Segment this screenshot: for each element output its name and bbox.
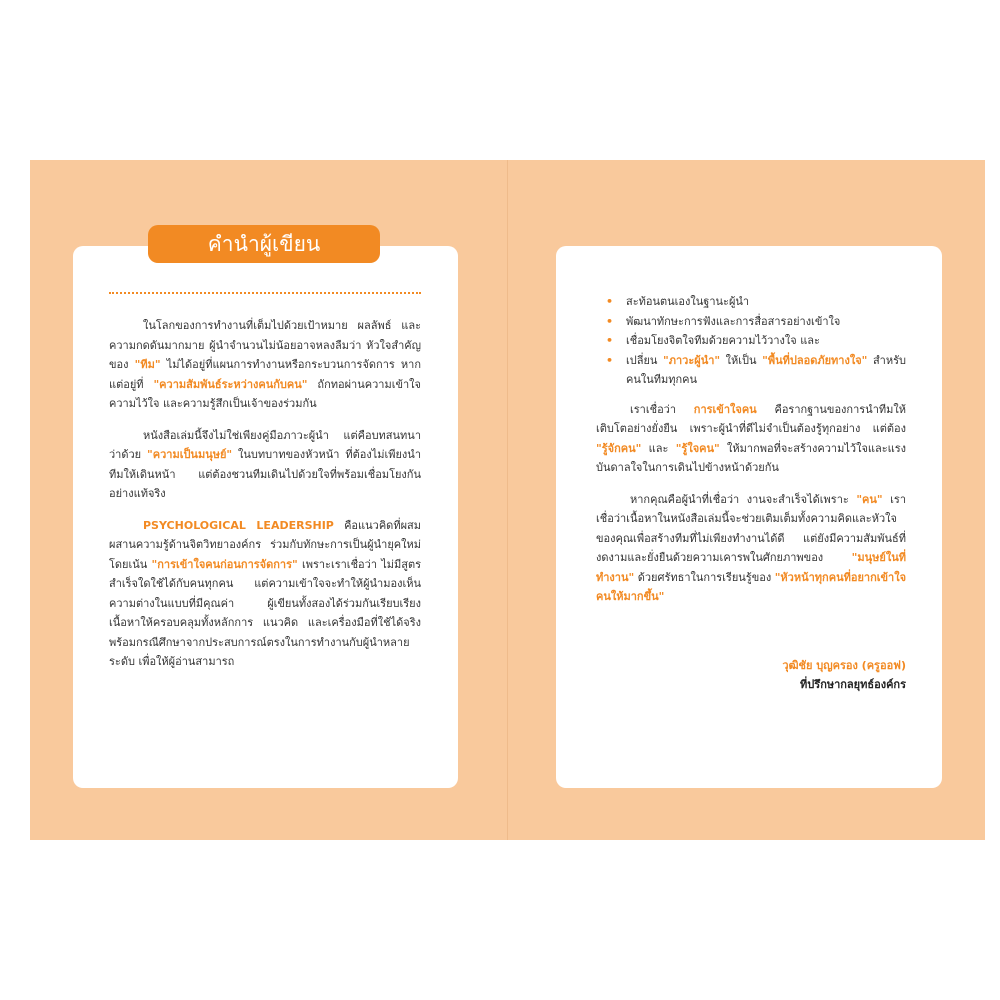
closing-paragraph-1: เราเชื่อว่า การเข้าใจคน คือรากฐานของการนำทีมให้เติบโตอย่างยั่งยืน เพราะผู้นำที่ดีไม่จำเป็นต้องรู้ทุกอย่าง แต่ต้อง "รู้จักคน" และ "รู้ใจคน" ให้มากพอที่จะสร้างความไว้ใจและแรงบันดาลใจในการเดินไปข้างหน้าด้วยกัน xyxy=(596,402,906,474)
list-item: • เปลี่ยน "ภาวะผู้นำ" ให้เป็น "พื้นที่ปลอดภัยทางใจ" สำหรับคนในทีมทุกคน xyxy=(596,351,906,390)
highlight-people: "คน" xyxy=(856,492,883,506)
list-item: • พัฒนาทักษะการฟังและการสื่อสารอย่างเข้าใจ xyxy=(596,312,906,332)
left-page-panel xyxy=(73,246,458,788)
right-page-body xyxy=(596,292,906,619)
highlight-know-people: "รู้จักคน" xyxy=(596,441,642,455)
highlight-know-hearts: "รู้ใจคน" xyxy=(675,441,720,455)
intro-paragraph-1: ในโลกของการทำงานที่เต็มไปด้วยเป้าหมาย ผลลัพธ์ และความกดดันมากมาย ผู้นำจำนวนไม่น้อยอาจหลงลืมว่า หัวใจสำคัญของ "ทีม" ไม่ได้อยู่ที่แผนการทำงานหรือกระบวนการจัดการ หากแต่อยู่ที่ "ความสัมพันธ์ระหว่างคนกับคน" ถักทอผ่านความเข้าใจ ความไว้ใจ และความรู้สึกเป็นเจ้าของร่วมกัน xyxy=(109,319,421,410)
left-page-body xyxy=(109,316,421,684)
highlight-safe-space: "พื้นที่ปลอดภัยทางใจ" xyxy=(762,353,868,367)
highlight-relationship: "ความสัมพันธ์ระหว่างคนกับคน" xyxy=(153,377,308,391)
highlight-humans-at-work: "มนุษย์ในที่ทำงาน" xyxy=(596,551,906,584)
highlight-psych-leadership: PSYCHOLOGICAL LEADERSHIP xyxy=(143,518,334,532)
highlight-understanding-people: การเข้าใจคน xyxy=(693,402,757,416)
list-item: • สะท้อนตนเองในฐานะผู้นำ xyxy=(596,292,906,312)
title-divider xyxy=(109,292,421,294)
page-fold xyxy=(507,160,508,840)
closing-paragraph-2: หากคุณคือผู้นำที่เชื่อว่า งานจะสำเร็จได้เพราะ "คน" เราเชื่อว่าเนื้อหาในหนังสือเล่มนี้จะช่วยเติมเต็มทั้งความคิดและหัวใจของคุณเพื่อสร้างทีมที่ไม่เพียงทำงานได้ดี แต่ยังมีความสัมพันธ์ที่งดงามและยั่งยืนด้วยความเคารพในศักยภาพของ "มนุษย์ในที่ทำงาน" ด้วยศรัทธาในการเรียนรู้ของ "หัวหน้าทุกคนที่อยากเข้าใจคนให้มากขึ้น" xyxy=(596,492,907,603)
highlight-humanity: "ความเป็นมนุษย์" xyxy=(147,448,233,461)
bullet-list xyxy=(596,292,906,390)
author-role: ที่ปรึกษากลยุทธ์องค์กร xyxy=(800,678,906,691)
right-page-panel xyxy=(556,246,942,788)
intro-paragraph-3: PSYCHOLOGICAL LEADERSHIP คือแนวคิดที่ผสมผสานความรู้ด้านจิตวิทยาองค์กร ร่วมกับทักษะการเป็นผู้นำยุคใหม่ โดยเน้น "การเข้าใจคนก่อนการจัดการ" เพราะเราเชื่อว่า ไม่มีสูตรสำเร็จใดใช้ได้กับคนทุกคน แต่ความเข้าใจจะทำให้ผู้นำมองเห็นความต่างในแบบที่มีคุณค่า ผู้เขียนทั้งสองได้ร่วมกันเรียบเรียงเนื้อหาให้ครอบคลุมทั้งหลักการ แนวคิด และเครื่องมือที่ใช้ได้จริง พร้อมกรณีศึกษาจากประสบการณ์ตรงในการทำงานกับผู้นำหลายระดับ เพื่อให้ผู้อ่านสามารถ xyxy=(109,518,422,668)
page-title: คำนำผู้เขียน xyxy=(148,225,380,263)
highlight-understand-first: "การเข้าใจคนก่อนการจัดการ" xyxy=(151,557,298,571)
list-item: • เชื่อมโยงจิตใจทีมด้วยความไว้วางใจ และ xyxy=(596,331,906,351)
author-name: วุฒิชัย บุญครอง (ครูออฟ) xyxy=(782,659,906,672)
highlight-every-leader: "หัวหน้าทุกคนที่อยากเข้าใจคนให้มากขึ้น" xyxy=(596,570,907,603)
intro-paragraph-2: หนังสือเล่มนี้จึงไม่ใช่เพียงคู่มือภาวะผู้นำ แต่คือบทสนทนาว่าด้วย "ความเป็นมนุษย์" ในบทบาทของหัวหน้า ที่ต้องไม่เพียงนำทีมให้เดินหน้า แต่ต้องชวนทีมเดินไปด้วยใจที่พร้อมเชื่อมโยงกันอย่างแท้จริง xyxy=(109,428,421,500)
book-spread xyxy=(30,160,985,840)
author-signature xyxy=(782,656,906,694)
highlight-team: "ทีม" xyxy=(134,358,161,371)
highlight-leadership: "ภาวะผู้นำ" xyxy=(663,353,721,367)
